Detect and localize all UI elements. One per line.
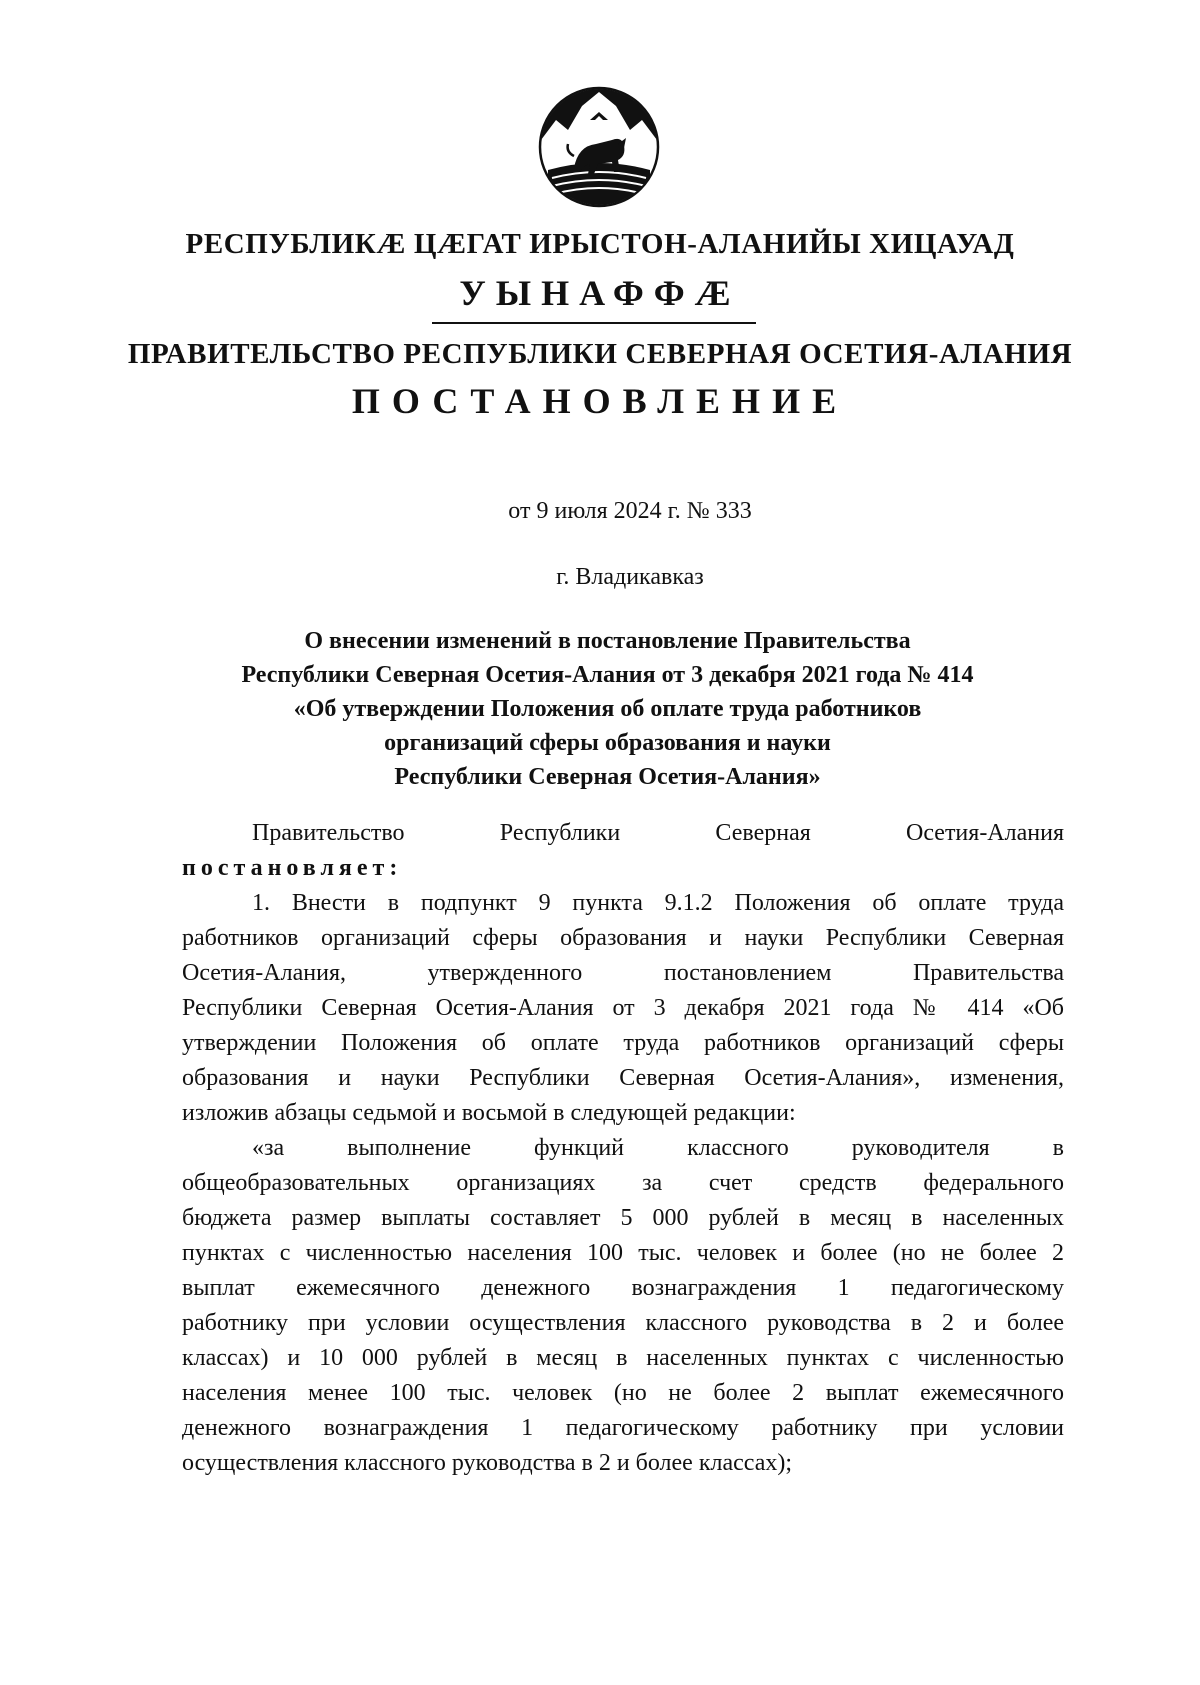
paragraph-line: работнику при условии осуществления классного руководства в 2 и более (182, 1310, 1064, 1336)
paragraph-line: осуществления классного руководства в 2 и более классах); (182, 1450, 793, 1476)
paragraph-line: населения менее 100 тыс. человек (но не более 2 выплат ежемесячного (182, 1380, 1064, 1406)
paragraph-line: образования и науки Республики Северная Осетия-Алания», изменения, (182, 1065, 1064, 1091)
document-body (182, 816, 1064, 1481)
resolves-word: постановляет: (182, 855, 403, 881)
paragraph-line: работников организаций сферы образования и науки Республики Северная (182, 925, 1064, 951)
paragraph-2 (182, 1131, 1064, 1481)
paragraph-line: утверждении Положения об оплате труда работников организаций сферы (182, 1030, 1064, 1056)
subject-line: Республики Северная Осетия-Алания» (394, 764, 821, 790)
paragraph-line: Осетия-Алания, утвержденного постановлением Правительства (182, 960, 1064, 986)
paragraph-line: «за выполнение функций классного руководителя в (252, 1135, 1064, 1161)
document-subject (150, 624, 1065, 794)
paragraph-line: пунктах с численностью населения 100 тыс. человек и более (но не более 2 (182, 1240, 1064, 1266)
ossetian-document-title: УЫНАФФÆ (459, 273, 741, 313)
subject-line: организаций сферы образования и науки (384, 730, 831, 756)
paragraph-line: бюджета размер выплаты составляет 5 000 рублей в месяц в населенных (182, 1205, 1064, 1231)
document-date-number: от 9 июля 2024 г. № 333 (508, 498, 752, 524)
subject-line: Республики Северная Осетия-Алания от 3 декабря 2021 года № 414 (241, 662, 974, 688)
russian-document-title: ПОСТАНОВЛЕНИЕ (351, 381, 849, 421)
paragraph-line: Республики Северная Осетия-Алания от 3 декабря 2021 года № 414 «Об (182, 995, 1064, 1021)
coat-of-arms-emblem (538, 86, 660, 208)
paragraph-1 (182, 886, 1064, 1131)
paragraph-line: 1. Внести в подпункт 9 пункта 9.1.2 Положения об оплате труда (252, 890, 1064, 916)
russian-government-heading: ПРАВИТЕЛЬСТВО РЕСПУБЛИКИ СЕВЕРНАЯ ОСЕТИЯ-АЛАНИЯ (127, 338, 1073, 370)
paragraph-line: денежного вознаграждения 1 педагогическому работнику при условии (182, 1415, 1064, 1441)
paragraph-line: изложив абзацы седьмой и восьмой в следующей редакции: (182, 1100, 796, 1126)
intro-line: Правительство Республики Северная Осетия-Алания (252, 820, 1064, 846)
ossetian-government-heading: РЕСПУБЛИКÆ ЦÆГАТ ИРЫСТОН-АЛАНИЙЫ ХИЦАУАД (185, 228, 1015, 260)
title-divider (432, 322, 756, 324)
subject-line: О внесении изменений в постановление Правительства (304, 628, 911, 654)
paragraph-line: выплат ежемесячного денежного вознаграждения 1 педагогическому (182, 1275, 1064, 1301)
paragraph-line: общеобразовательных организациях за счет средств федерального (182, 1170, 1064, 1196)
paragraph-line: классах) и 10 000 рублей в месяц в населенных пунктах с численностью (182, 1345, 1064, 1371)
subject-line: «Об утверждении Положения об оплате труда работников (293, 696, 922, 722)
document-city: г. Владикавказ (556, 564, 704, 590)
